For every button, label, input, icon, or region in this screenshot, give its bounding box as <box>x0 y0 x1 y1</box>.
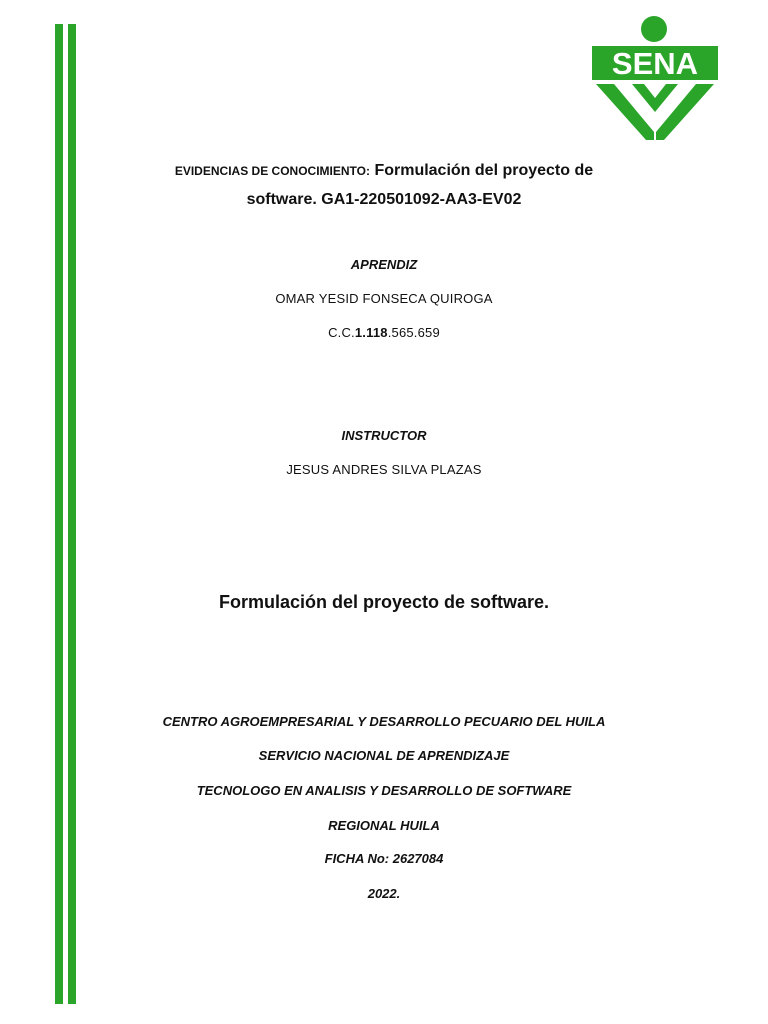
institution-program: TECNOLOGO EN ANALISIS Y DESARROLLO DE SOFTWARE <box>196 783 572 798</box>
evidence-prefix: EVIDENCIAS DE CONOCIMIENTO: <box>174 164 370 178</box>
apprentice-id-prefix: C.C. <box>328 325 355 340</box>
evidence-title-line2: software. GA1-220501092-AA3-EV02 <box>246 191 522 208</box>
institution-service: SERVICIO NACIONAL DE APRENDIZAJE <box>258 748 510 763</box>
apprentice-label: APRENDIZ <box>350 257 418 272</box>
document-year: 2022. <box>367 886 401 901</box>
sena-logo <box>588 12 722 142</box>
evidence-title-part1: Formulación del proyecto de <box>374 162 594 179</box>
instructor-name: JESUS ANDRES SILVA PLAZAS <box>286 462 482 477</box>
evidence-title-line1 <box>0 162 768 180</box>
sena-logo-icon <box>588 12 722 142</box>
institution-center: CENTRO AGROEMPRESARIAL Y DESARROLLO PECUARIO DEL HUILA <box>162 714 606 729</box>
instructor-label: INSTRUCTOR <box>341 428 427 443</box>
institution-region: REGIONAL HUILA <box>328 818 440 833</box>
apprentice-id-suffix: .565.659 <box>387 325 440 340</box>
apprentice-name: OMAR YESID FONSECA QUIROGA <box>275 291 493 306</box>
institution-ficha: FICHA No: 2627084 <box>324 851 444 866</box>
document-subtitle: Formulación del proyecto de software. <box>218 592 550 612</box>
sena-logo-text: SENA <box>611 46 699 81</box>
apprentice-id-number: 1.118 <box>354 325 388 340</box>
apprentice-id <box>0 325 768 340</box>
